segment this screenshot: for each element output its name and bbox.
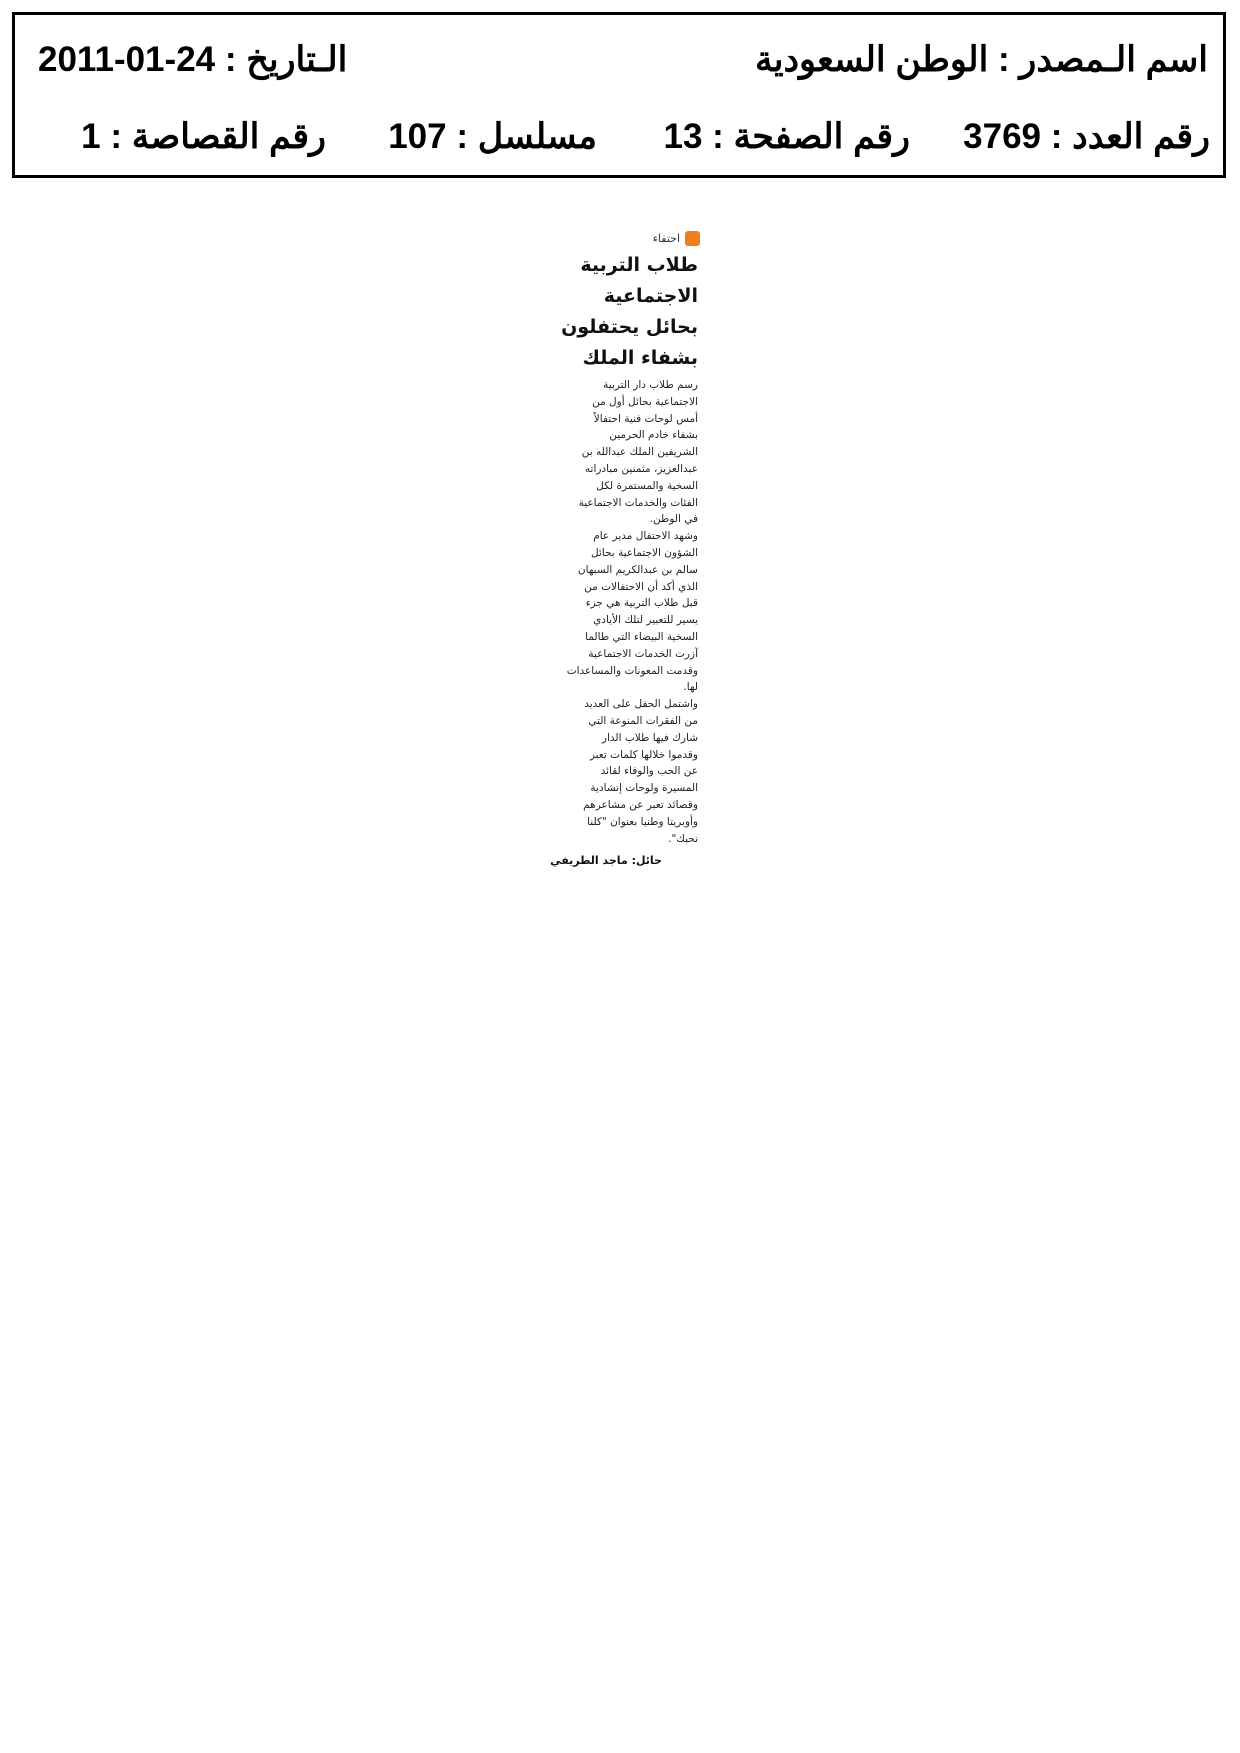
headline-line: طلاب التربية (580, 254, 698, 276)
body-line: السخية والمستمرة لكل (596, 479, 698, 492)
section-square-icon (685, 231, 700, 246)
body-line: أمس لوحات فنية احتفالاً (593, 412, 698, 425)
body-line: وقصائد تعبر عن مشاعرهم (583, 798, 698, 811)
body-line: المسيرة ولوحات إنشادية (590, 782, 698, 795)
body-line: وقدموا خلالها كلمات تعبر (589, 748, 698, 761)
clip-number: رقم القصاصة : 1 (81, 117, 326, 156)
body-line: من الفقرات المنوعة التي (588, 714, 698, 727)
serial-number: مسلسل : 107 (388, 117, 597, 156)
body-line: رسم طلاب دار التربية (603, 379, 698, 391)
body-line: السخية البيضاء التي طالما (585, 630, 698, 643)
body-line: قبل طلاب التربية هي جزء (585, 597, 698, 610)
body-line: الفئات والخدمات الاجتماعية (578, 496, 698, 509)
body-line: عبدالعزيز، مثمنين مبادراته (584, 462, 698, 475)
body-line: وأوبريتا وطنيا بعنوان "كلنا (587, 815, 698, 828)
body-line: واشتمل الحفل على العديد (584, 698, 698, 711)
publication-date: الـتاريخ : 24-01-2011 (38, 40, 348, 79)
body-line: نحبك". (668, 832, 698, 845)
body-line: وقدمت المعونات والمساعدات (566, 664, 698, 677)
page-number: رقم الصفحة : 13 (663, 117, 910, 156)
body-line: آزرت الخدمات الاجتماعية (588, 647, 698, 660)
article-byline: حائل: ماجد الطريفي (550, 854, 662, 867)
body-line: بشفاء خادم الحرمين (609, 429, 698, 442)
body-line: شارك فيها طلاب الدار (601, 731, 698, 744)
body-line: يسير للتعبير لتلك الأيادي (593, 614, 698, 627)
body-line: الشريفين الملك عبدالله بن (581, 446, 698, 459)
source-name: اسم الـمصدر : الوطن السعودية (754, 40, 1208, 79)
headline-line: بحائل يحتفلون (561, 316, 698, 338)
body-line: الذي أكد أن الاحتفالات من (584, 580, 698, 593)
body-line: في الوطن. (649, 513, 698, 526)
section-label: احتفاء (652, 231, 680, 245)
section-tag (653, 230, 700, 246)
article-body (538, 377, 698, 847)
headline-line: بشفاء الملك (582, 347, 698, 369)
body-line: الاجتماعية بحائل أول من (592, 395, 698, 408)
body-line: عن الحب والوفاء لقائد (600, 765, 698, 778)
issue-number: رقم العدد : 3769 (963, 117, 1210, 156)
article-headline (538, 250, 698, 374)
headline-line: الاجتماعية (603, 285, 698, 307)
body-line: الشؤون الاجتماعية بحائل (590, 546, 698, 559)
body-line: سالم بن عبدالكريم السبهان (577, 563, 698, 576)
body-line: لها. (683, 681, 698, 694)
body-line: وشهد الاحتفال مدير عام (593, 530, 698, 543)
